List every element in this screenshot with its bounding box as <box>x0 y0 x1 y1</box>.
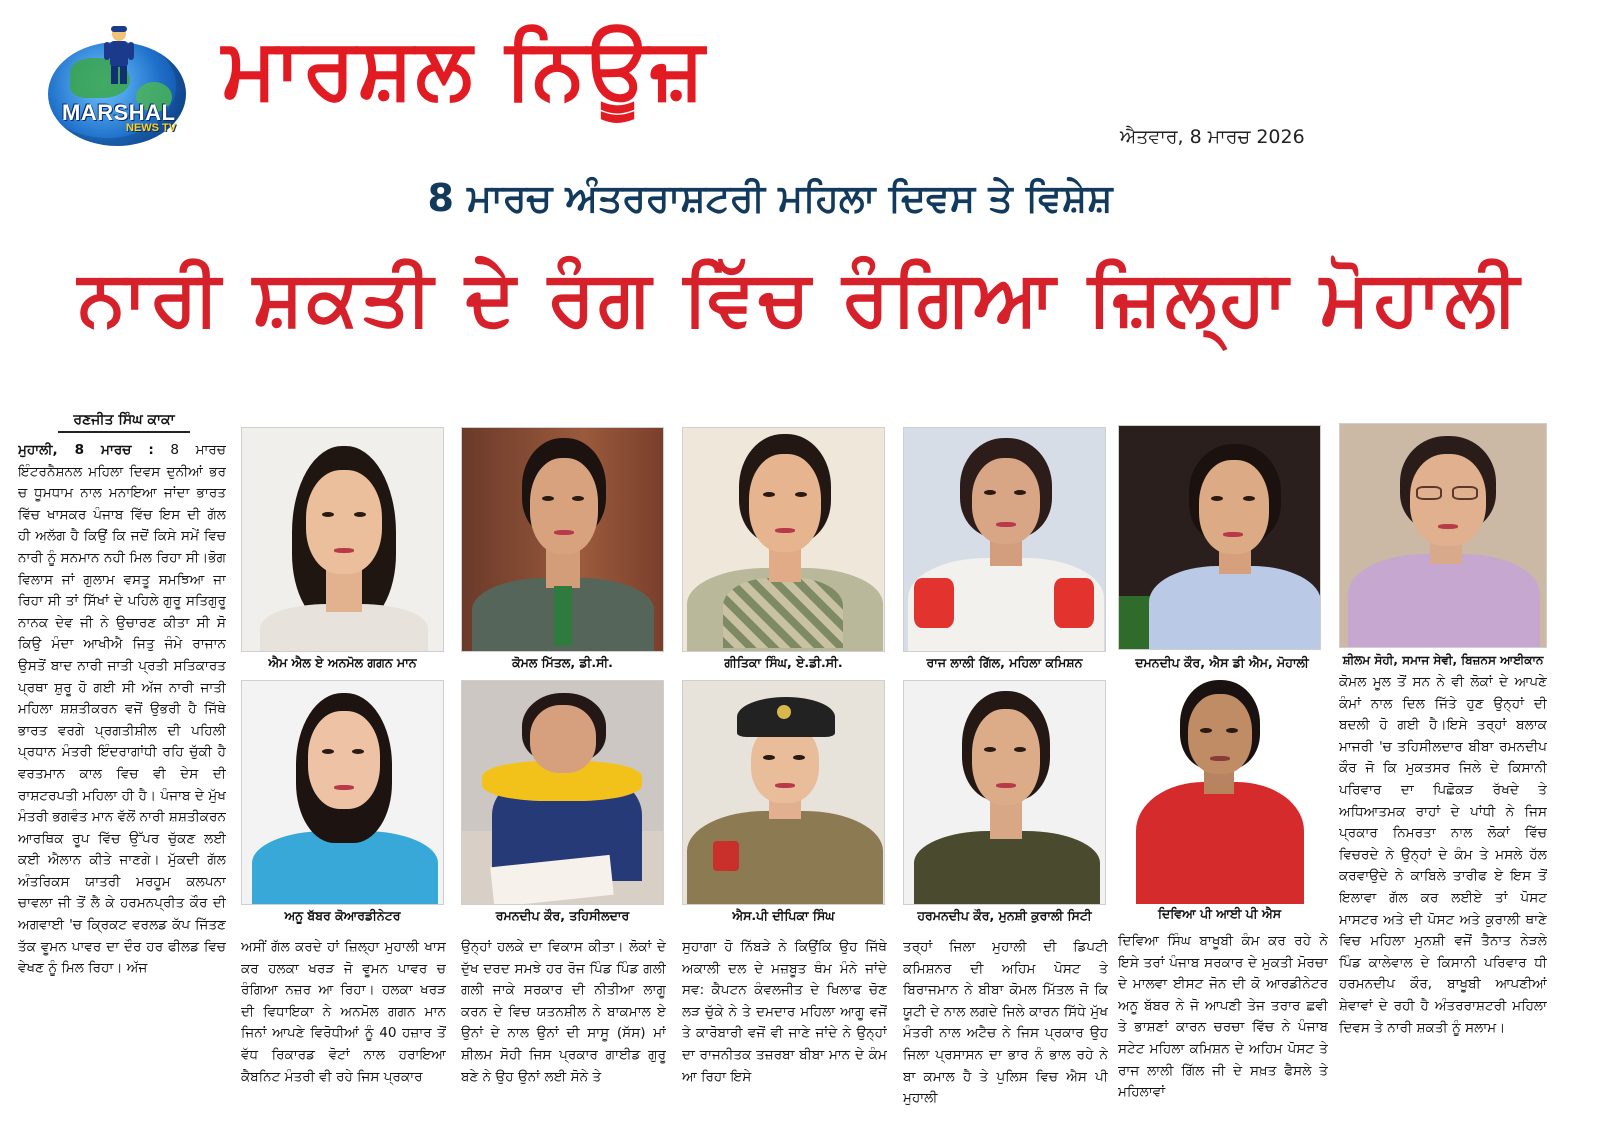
logo-text: MARSHAL <box>62 100 176 125</box>
photo-divya-ips <box>1118 672 1321 904</box>
photo-anu-babbar <box>241 680 444 905</box>
photo-sp-deepika-singh <box>682 680 885 905</box>
column-text-1: ਅਸੀਂ ਗੱਲ ਕਰਦੇ ਹਾਂ ਜ਼ਿਲ੍ਹਾ ਮੁਹਾਲੀ ਖਾਸ ਕਰ ਹਲਕਾ ਖਰੜ ਜੋ ਵੂਮਨ ਪਾਵਰ ਚ ਰੰਗਿਆ ਨਜ਼ਰ ਆ ਰਿਹਾ। ਹਲਕਾ ਖਰੜ ਦੀ ਵਿਧਾਇਕਾ ਨੇ ਅਨਮੋਲ ਗਗਨ ਮਾਨ ਜਿਨਾਂ ਆਪਣੇ ਵਿਰੋਧੀਆਂ ਨੂੰ 40 ਹਜ਼ਾਰ ਤੋਂ ਵੱਧ ਰਿਕਾਰਡ ਵੋਟਾਂ ਨਾਲ ਹਰਾਇਆ ਕੈਬਨਿਟ ਮੰਤਰੀ ਵੀ ਰਹੇ ਜਿਸ ਪ੍ਰਕਾਰ <box>241 939 446 1085</box>
photo-raj-lali-gill <box>903 427 1106 652</box>
photo-komal-mittal <box>461 427 664 652</box>
marshal-news-logo[interactable] <box>48 24 188 148</box>
caption-p6: ਸ਼ੀਲਮ ਸੋਹੀ, ਸਮਾਜ ਸੇਵੀ, ਬਿਜ਼ਨਸ ਆਈਕਾਨ <box>1342 653 1544 667</box>
column-text-4: ਤਰ੍ਹਾਂ ਜਿਲਾ ਮੁਹਾਲੀ ਦੀ ਡਿਪਟੀ ਕਮਿਸ਼ਨਰ ਦੀ ਅਹਿਮ ਪੋਸਟ ਤੇ ਬਿਰਾਜਮਾਨ ਨੇ ਬੀਬਾ ਕੋਮਲ ਮਿੱਤਲ ਜੋ ਕਿ ਯੂਟੀ ਦੇ ਨਾਲ ਲਗਦੇ ਜਿਲੇ ਕਾਰਨ ਸਿੱਧੇ ਮੁੱਖ ਮੰਤਰੀ ਨਾਲ ਅਟੈਚ ਨੇ ਜਿਸ ਪ੍ਰਕਾਰ ਉਹ ਜਿਲਾ ਪ੍ਰਸਾਸਨ ਦਾ ਭਾਰ ਨੰ ਭਾਲ ਰਹੇ ਨੇ ਬਾ ਕਮਾਲ ਹੈ ਤੇ ਪੁਲਿਸ ਵਿਚ ਐਸ ਪੀ ਮੁਹਾਲੀ <box>903 939 1108 1107</box>
photo-ramandeep-kaur <box>461 680 664 905</box>
photo-geetika-singh <box>682 427 885 652</box>
column-text-3: ਸੁਹਾਗਾ ਹੋ ਨਿੱਬੜੇ ਨੇ ਕਿਉਂਕਿ ਉਹ ਜਿੱਥੇ ਅਕਾਲੀ ਦਲ ਦੇ ਮਜ਼ਬੂਤ ਥੰਮ ਮੰਨੇ ਜਾਂਦੇ ਸਵ: ਕੈਪਟਨ ਕੰਵਲਜੀਤ ਦੇ ਖਿਲਾਫ ਚੋਣ ਲੜ ਚੁੱਕੇ ਨੇ ਤੇ ਦਮਦਾਰ ਮਹਿਲਾ ਆਗੂ ਵਜੋਂ ਤੇ ਕਾਰੋਬਾਰੀ ਵਜੋਂ ਵੀ ਜਾਣੇ ਜਾਂਦੇ ਨੇ ਉਨ੍ਹਾਂ ਦਾ ਰਾਜਨੀਤਕ ਤਜ਼ਰਬਾ ਬੀਬਾ ਮਾਨ ਦੇ ਕੰਮ ਆ ਰਿਹਾ ਇਸੇ <box>682 939 887 1085</box>
caption-p1: ਐਮ ਐਲ ਏ ਅਨਮੋਲ ਗਗਨ ਮਾਨ <box>268 655 417 670</box>
caption-p7: ਅਨੂ ਬੱਬਰ ਕੋਆਰਡੀਨੇਟਰ <box>284 908 401 923</box>
photo-anmol-gagan-maan <box>241 427 444 652</box>
photo-sheelam-sohi <box>1339 423 1547 648</box>
dateline: ਮੁਹਾਲੀ, 8 ਮਾਰਚ : <box>18 442 154 458</box>
photo-harmandeep-kaur <box>903 680 1106 905</box>
caption-p4: ਰਾਜ ਲਾਲੀ ਗਿੱਲ, ਮਹਿਲਾ ਕਮਿਸ਼ਨ <box>926 655 1083 670</box>
kicker-heading: 8 ਮਾਰਚ ਅੰਤਰਰਾਸ਼ਟਰੀ ਮਹਿਲਾ ਦਿਵਸ ਤੇ ਵਿਸ਼ੇਸ਼ <box>427 176 1113 220</box>
caption-p5: ਦਮਨਦੀਪ ਕੌਰ, ਐਸ ਡੀ ਐਮ, ਮੋਹਾਲੀ <box>1135 655 1309 670</box>
caption-p2: ਕੋਮਲ ਮਿੱਤਲ, ਡੀ.ਸੀ. <box>512 655 613 670</box>
column-text-5: ਦਿਵਿਆ ਸਿੰਘ ਬਾਖੂਬੀ ਕੰਮ ਕਰ ਰਹੇ ਨੇ ਇਸੇ ਤਰਾਂ ਪੰਜਾਬ ਸਰਕਾਰ ਦੇ ਮੁਕਤੀ ਮੋਰਚਾ ਦੇ ਮਾਲਵਾ ਈਸਟ ਜੋਨ ਦੀ ਕੋ ਆਰਡੀਨੇਟਰ ਅਨੂ ਬੱਬਰ ਨੇ ਜੋ ਆਪਣੀ ਤੇਜ ਤਰਾਰ ਛਵੀ ਤੇ ਭਾਸ਼ਣਾਂ ਕਾਰਨ ਚਰਚਾ ਵਿੱਚ ਨੇ ਪੰਜਾਬ ਸਟੇਟ ਮਹਿਲਾ ਕਮਿਸ਼ਨ ਦੇ ਅਹਿਮ ਪੋਸਟ ਤੇ ਰਾਜ ਲਾਲੀ ਗਿੱਲ ਜੀ ਦੇ ਸਖ਼ਤ ਫੈਸਲੇ ਤੇ ਮਹਿਲਾਵਾਂ <box>1118 933 1328 1101</box>
caption-p11: ਦਿਵਿਆ ਪੀ ਆਈ ਪੀ ਐਸ <box>1157 906 1282 921</box>
article-lead-column <box>18 440 226 1130</box>
article-lead-text: 8 ਮਾਰਚ ਇੰਟਰਨੈਸ਼ਨਲ ਮਹਿਲਾ ਦਿਵਸ ਦੁਨੀਆਂ ਭਰ ਚ ਧੂਮਧਾਮ ਨਾਲ ਮਨਾਇਆ ਜਾਂਦਾ ਭਾਰਤ ਵਿੱਚ ਖਾਸਕਰ ਪੰਜਾਬ ਵਿੱਚ ਇਸ ਦੀ ਗੱਲ ਹੀ ਅਲੱਗ ਹੈ ਕਿਉਂ ਕਿ ਜਦੋਂ ਕਿਸੇ ਸਮੇਂ ਵਿਚ ਨਾਰੀ ਨੂੰ ਸਨਮਾਨ ਨਹੀ ਮਿਲ ਰਿਹਾ ਸੀ।ਭੋਗ ਵਿਲਾਸ ਜਾਂ ਗੁਲਾਮ ਵਸਤੂ ਸਮਝਿਆ ਜਾ ਰਿਹਾ ਸੀ ਤਾਂ ਸਿੱਖਾਂ ਦੇ ਪਹਿਲੇ ਗੁਰੂ ਸਤਿਗੁਰੂ ਨਾਨਕ ਦੇਵ ਜੀ ਨੇ ਉਚਾਰਣ ਕੀਤਾ ਸੀ ਸੋ ਕਿਉ ਮੰਦਾ ਆਖੀਐ ਜਿਤੁ ਜੰਮੇ ਰਾਜਾਨ ਉਸਤੋਂ ਬਾਦ ਨਾਰੀ ਜਾਤੀ ਪ੍ਰਤੀ ਸਤਿਕਾਰਤ ਪ੍ਰਥਾ ਸ਼ੁਰੂ ਹੋ ਗਈ ਸੀ ਅੱਜ ਨਾਰੀ ਜਾਤੀ ਮਹਿਲਾ ਸ਼ਸ਼ਤੀਕਰਨ ਵਜੋਂ ਉਭਰੀ ਹੈ ਜਿੱਥੇ ਭਾਰਤ ਵਰਗੇ ਪ੍ਰਗਤੀਸ਼ੀਲ ਦੀ ਪਹਿਲੀ ਪ੍ਰਧਾਨ ਮੰਤਰੀ ਇੰਦਰਾਗਾਂਧੀ ਰਹਿ ਚੁੱਕੀ ਹੈ ਵਰਤਮਾਨ ਕਾਲ ਵਿਚ ਵੀ ਦੇਸ ਦੀ ਰਾਸ਼ਟਰਪਤੀ ਮਹਿਲਾ ਹੀ ਹੈ। ਪੰਜਾਬ ਦੇ ਮੁੱਖ ਮੰਤਰੀ ਭਗਵੰਤ ਮਾਨ ਵੱਲੋਂ ਨਾਰੀ ਸ਼ਸ਼ਤੀਕਰਨ ਆਰਥਿਕ ਰੂਪ ਵਿੱਚ ਉੱਪਰ ਚੁੱਕਣ ਲਈ ਕਈ ਐਲਾਨ ਕੀਤੇ ਜਾਣਗੇ। ਮੁੱਕਦੀ ਗੱਲ ਅੰਤਰਿਕਸ ਯਾਤਰੀ ਮਰਹੂਮ ਕਲਪਨਾ ਚਾਵਲਾ ਜੀ ਤੋਂ ਲੈ ਕੇ ਹਰਮਨਪ੍ਰੀਤ ਕੌਰ ਦੀ ਅਗਵਾਈ 'ਚ ਕ੍ਰਿਕਟ ਵਰਲਡ ਕੱਪ ਜਿੱਤਣ ਤੱਕ ਵੂਮਨ ਪਾਵਰ ਦਾ ਦੌਰ ਹਰ ਫੀਲਡ ਵਿਚ ਵੇਖਣ ਨੂੰ ਮਿਲ ਰਿਹਾ। ਅੱਜ <box>18 442 226 977</box>
soldier-figure-icon <box>100 24 138 86</box>
caption-p10: ਹਰਮਨਦੀਪ ਕੌਰ, ਮੁਨਸ਼ੀ ਕੁਰਾਲੀ ਸਿਟੀ <box>917 908 1092 923</box>
logo-subtext: NEWS TV <box>126 122 177 134</box>
right-column-text: ਕੋਮਲ ਮੂਲ ਤੋਂ ਸਨ ਨੇ ਵੀ ਲੋਕਾਂ ਦੇ ਆਪਣੇ ਕੰਮਾਂ ਨਾਲ ਦਿਲ ਜਿੱਤੇ ਹੁਣ ਉਨ੍ਹਾਂ ਦੀ ਬਦਲੀ ਹੋ ਗਈ ਹੈ।ਇਸੇ ਤਰ੍ਹਾਂ ਬਲਾਕ ਮਾਜਰੀ 'ਚ ਤਹਿਸੀਲਦਾਰ ਬੀਬਾ ਰਮਨਦੀਪ ਕੌਰ ਜੋ ਕਿ ਮੁਕਤਸਰ ਜਿਲੇ ਦੇ ਕਿਸਾਨੀ ਪਰਿਵਾਰ ਦਾ ਪਿਛੋਕੜ ਰੱਖਦੇ ਤੇ ਅਧਿਆਤਮਕ ਰਾਹਾਂ ਦੇ ਪਾਂਧੀ ਨੇ ਜਿਸ ਪ੍ਰਕਾਰ ਨਿਮਰਤਾ ਨਾਲ ਲੋਕਾਂ ਵਿੱਚ ਵਿਚਰਦੇ ਨੇ ਉਨ੍ਹਾਂ ਦੇ ਕੰਮ ਤੇ ਮਸਲੇ ਹੱਲ ਕਰਵਾਉਦੇ ਨੇ ਕਾਬਿਲੇ ਤਾਰੀਫ ਏ ਇਸ ਤੋਂ ਇਲਾਵਾ ਗੱਲ ਕਰ ਲਈਏ ਤਾਂ ਪੋਸਟ ਮਾਸਟਰ ਅਤੇ ਦੀ ਪੋਸਟ ਅਤੇ ਕੁਰਾਲੀ ਥਾਣੇ ਵਿਚ ਮਹਿਲਾ ਮੁਨਸ਼ੀ ਵਜੋਂ ਤੈਨਾਤ ਨੇੜਲੇ ਪਿੰਡ ਕਾਲੇਵਾਲ ਦੇ ਕਿਸਾਨੀ ਪਰਿਵਾਰ ਧੀ ਹਰਮਨਦੀਪ ਕੌਰ, ਬਾਖੂਬੀ ਆਪਣੀਆਂ ਸ਼ੇਵਾਵਾਂ ਦੇ ਰਹੀ ਹੈ ਅੰਤਰਰਾਸ਼ਟਰੀ ਮਹਿਲਾ ਦਿਵਸ ਤੇ ਨਾਰੀ ਸ਼ਕਤੀ ਨੂੰ ਸਲਾਮ। <box>1339 674 1547 1036</box>
main-headline: ਨਾਰੀ ਸ਼ਕਤੀ ਦੇ ਰੰਗ ਵਿੱਚ ਰੰਗਿਆ ਜ਼ਿਲ੍ਹਾ ਮੋਹਾਲੀ <box>78 253 1522 342</box>
caption-p9: ਐਸ.ਪੀ ਦੀਪਿਕਾ ਸਿੰਘ <box>732 908 835 923</box>
newspaper-title: ਮਾਰਸ਼ਲ ਨਿਊਜ਼ <box>222 19 707 117</box>
caption-p8: ਰਮਨਦੀਪ ਕੌਰ, ਤਹਿਸੀਲਦਾਰ <box>495 908 630 923</box>
caption-p3: ਗੀਤਿਕਾ ਸਿੰਘ, ਏ.ਡੀ.ਸੀ. <box>724 655 843 670</box>
masthead <box>0 0 1600 170</box>
column-text-2: ਉਨ੍ਹਾਂ ਹਲਕੇ ਦਾ ਵਿਕਾਸ ਕੀਤਾ। ਲੋਕਾਂ ਦੇ ਦੁੱਖ ਦਰਦ ਸਮਝੇ ਹਰ ਰੋਜ ਪਿੰਡ ਪਿੰਡ ਗਲੀ ਗਲੀ ਜਾਕੇ ਸਰਕਾਰ ਦੀ ਨੀਤੀਆ ਲਾਗੂ ਕਰਨ ਦੇ ਵਿਚ ਯਤਨਸ਼ੀਲ ਨੇ ਬਾਕਮਾਲ ਏ ਉਨਾਂ ਦੇ ਨਾਲ ਉਨਾਂ ਦੀ ਸਾਸੂ (ਸੱਸ) ਮਾਂ ਸ਼ੀਲਮ ਸੋਹੀ ਜਿਸ ਪ੍ਰਕਾਰ ਗਾਈਡ ਗੁਰੂ ਬਣੇ ਨੇ ਉਹ ਉਨਾਂ ਲਈ ਸੋਨੇ ਤੇ <box>461 939 666 1085</box>
byline: ਰਣਜੀਤ ਸਿੰਘ ਕਾਕਾ <box>58 412 190 433</box>
issue-date: ਐਤਵਾਰ, 8 ਮਾਰਚ 2026 <box>1120 126 1305 148</box>
photo-damandeep-kaur <box>1118 425 1321 650</box>
